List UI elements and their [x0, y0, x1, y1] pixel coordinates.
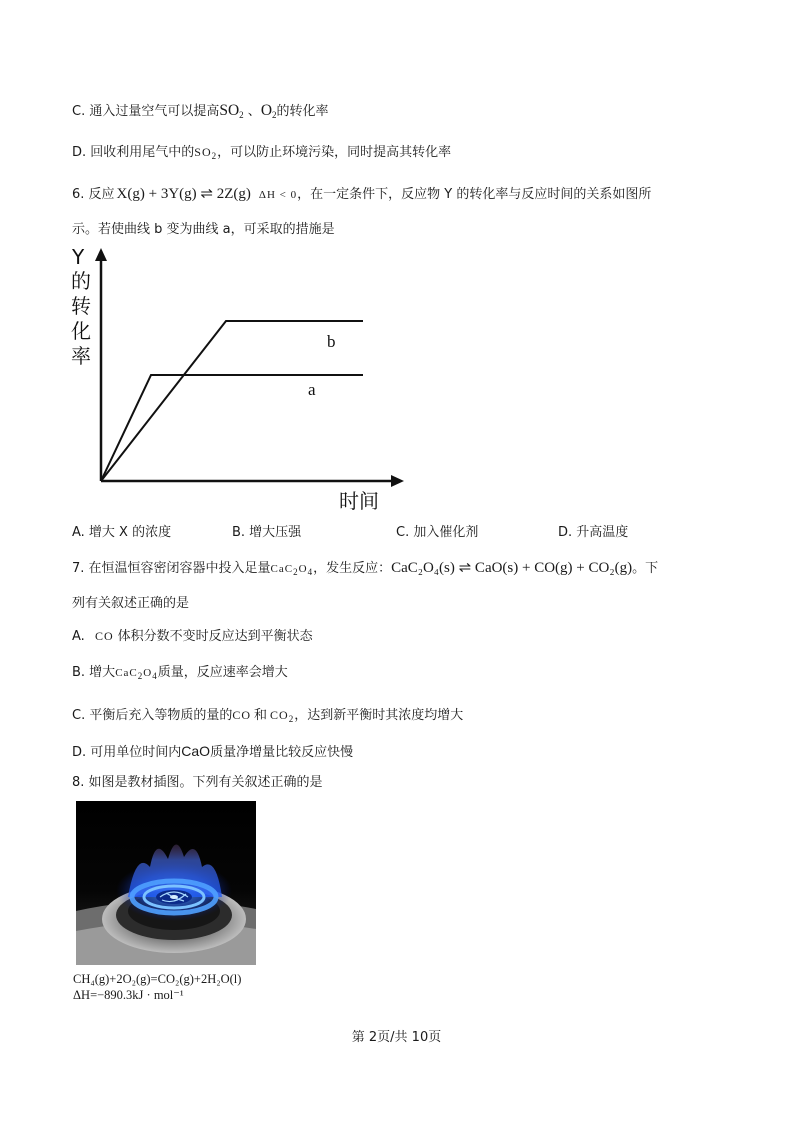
- q7-option-a: A. CO 体积分数不变时反应达到平衡状态: [72, 629, 313, 644]
- flame-caption-enthalpy: ΔH=−890.3kJ · mol⁻¹: [73, 988, 184, 1002]
- q5-option-d: D. 回收利用尾气中的$SO_2$，可以防止环境污染，同时提高其转化率: [72, 145, 452, 161]
- co-formula: CO: [94, 629, 114, 643]
- q7-option-c: C. 平衡后充入等物质的量的CO 和 $CO_2$，达到新平衡时其浓度均增大: [72, 708, 464, 724]
- q6-stem: 6. 反应 X(g) + 3Y(g) ⇌ 2Z(g) ΔH < 0，在一定条件下，反应物 Y 的转化率与反应时间的关系如图所: [72, 186, 652, 202]
- y-axis-label-4: 化: [71, 319, 91, 343]
- cao-formula: CaO: [181, 743, 211, 759]
- q6-option-d: D. 升高温度: [558, 525, 629, 540]
- q6-equation: X(g) + 3Y(g) ⇌ 2Z(g): [116, 186, 251, 202]
- curve-a: [101, 375, 363, 481]
- x-axis-arrow: [391, 475, 404, 487]
- o2-formula: $O_2$: [260, 102, 277, 120]
- y-axis-label-2: 的: [71, 269, 91, 293]
- x-axis-label: 时间: [339, 489, 379, 513]
- q8-stem: 8. 如图是教材插图。下列有关叙述正确的是: [72, 775, 323, 790]
- y-axis-label-3: 转: [71, 294, 91, 318]
- curve-a-label: a: [308, 380, 316, 399]
- page-number: 第 2页/共 10页: [351, 1030, 442, 1045]
- q6-option-b: B. 增大压强: [232, 525, 302, 540]
- so2-formula: $SO_2$: [219, 102, 244, 120]
- q7-stem-line2: 列有关叙述正确的是: [72, 596, 190, 611]
- cac2o4-formula: $CaC_2O_4$: [115, 667, 158, 681]
- q7-option-b: B. 增大$CaC_2O_4$质量，反应速率会增大: [72, 665, 288, 681]
- co-formula: CO: [232, 708, 252, 722]
- flame-caption-equation: CH₄(g)+2O₂(g)=CO₂(g)+2H₂O(l): [73, 972, 242, 986]
- q5-option-c: C. 通入过量空气可以提高$SO_2$ 、$O_2$的转化率: [72, 102, 329, 120]
- gas-stove-flame-photo: [76, 801, 256, 965]
- curve-b: [101, 321, 363, 481]
- y-axis-label-1: Y: [72, 245, 85, 269]
- q6-graph: [60, 244, 420, 516]
- q6-stem-line2: 示。若使曲线 b 变为曲线 a，可采取的措施是: [72, 222, 335, 237]
- so2-formula: $SO_2$: [194, 145, 218, 161]
- q6-option-a: A. 增大 X 的浓度: [72, 525, 172, 540]
- cac2o4-formula: $CaC_2O_4$: [270, 563, 314, 577]
- co2-formula: $CO_2$: [270, 708, 295, 724]
- flame-illustration: [76, 801, 256, 965]
- q7-stem: 7. 在恒温恒容密闭容器中投入足量$CaC_2O_4$，发生反应：CaC₂O₄(s) ⇌ CaO(s) + CO(g) + CO₂(g)。下: [72, 560, 659, 577]
- q6-option-c: C. 加入催化剂: [396, 525, 479, 540]
- q6-enthalpy: ΔH < 0: [258, 189, 298, 201]
- y-axis-label-5: 率: [71, 344, 91, 368]
- q7-equation: CaC₂O₄(s) ⇌ CaO(s) + CO(g) + CO₂(g): [391, 560, 633, 576]
- curve-b-label: b: [327, 332, 336, 351]
- q7-option-d: D. 可用单位时间内CaO质量净增量比较反应快慢: [72, 743, 354, 760]
- y-axis-arrow: [95, 248, 107, 261]
